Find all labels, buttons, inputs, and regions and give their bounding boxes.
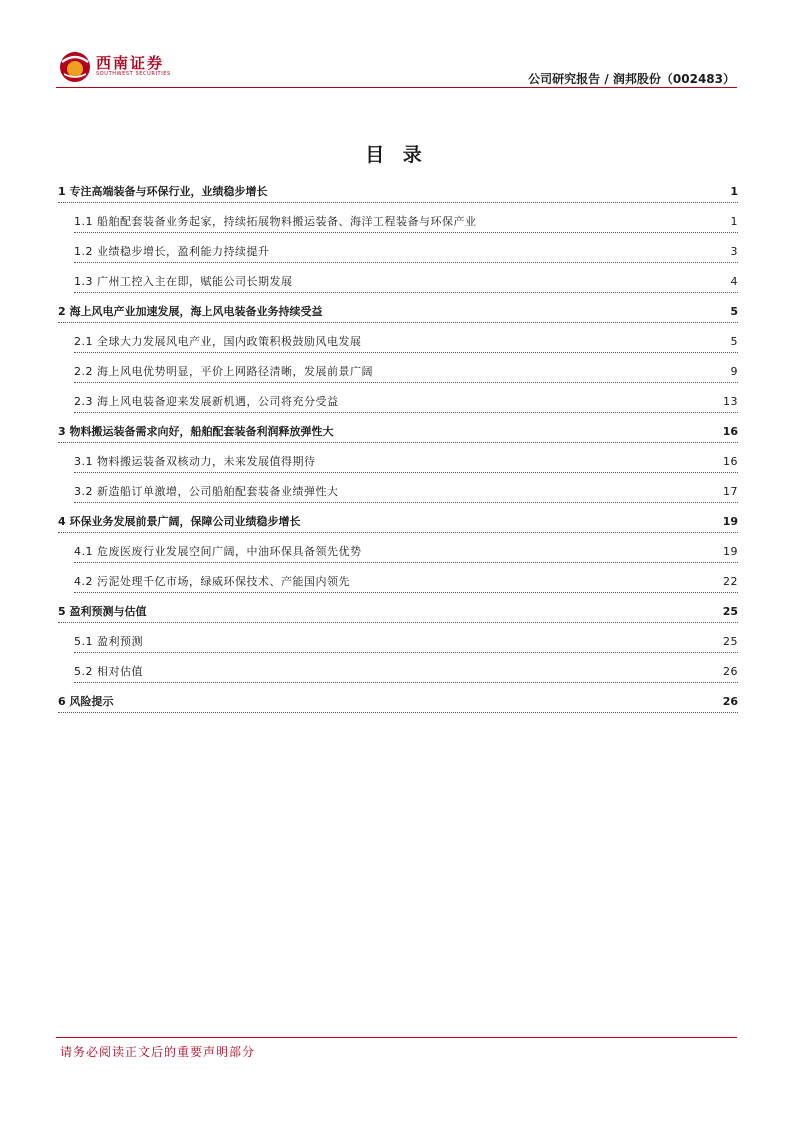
toc-entry-page: 19 xyxy=(721,542,738,562)
toc-section-entry[interactable] xyxy=(58,422,738,443)
report-label: 公司研究报告 / 润邦股份（002483） xyxy=(528,72,735,86)
toc-subsection-entry[interactable] xyxy=(74,662,738,683)
toc-entry-title: 3.2 新造船订单激增，公司船舶配套装备业绩弹性大 xyxy=(74,485,339,498)
toc-entry-title: 3.1 物料搬运装备双核动力，未来发展值得期待 xyxy=(74,455,316,468)
toc-entry-page: 3 xyxy=(729,242,739,262)
toc-entry-title: 1.2 业绩稳步增长，盈利能力持续提升 xyxy=(74,245,270,258)
toc-entry-title: 3 物料搬运装备需求向好，船舶配套装备利润释放弹性大 xyxy=(58,425,334,438)
toc-entry-page: 26 xyxy=(721,662,738,682)
toc-entry-page: 5 xyxy=(728,302,738,322)
toc-entry-title: 5.2 相对估值 xyxy=(74,665,143,678)
toc-entry-title: 4.1 危废医废行业发展空间广阔，中油环保具备领先优势 xyxy=(74,545,362,558)
toc-entry-title: 2.2 海上风电优势明显，平价上网路径清晰，发展前景广阔 xyxy=(74,365,373,378)
toc-entry-page: 26 xyxy=(721,692,738,712)
toc-entry-title: 1.3 广州工控入主在即，赋能公司长期发展 xyxy=(74,275,293,288)
logo-english-name: SOUTHWEST SECURITIES xyxy=(96,71,171,77)
toc-entry-page: 25 xyxy=(721,602,738,622)
toc-entry-page: 1 xyxy=(729,212,739,232)
toc-section-entry[interactable] xyxy=(58,302,738,323)
toc-entry-page: 13 xyxy=(721,392,738,412)
toc-subsection-entry[interactable] xyxy=(74,542,738,563)
toc-entry-page: 25 xyxy=(721,632,738,652)
toc-entry-page: 5 xyxy=(729,332,739,352)
toc-section-entry[interactable] xyxy=(58,512,738,533)
toc-subsection-entry[interactable] xyxy=(74,482,738,503)
toc-section-entry[interactable] xyxy=(58,182,738,203)
toc-entry-page: 17 xyxy=(721,482,738,502)
toc-entry-title: 5.1 盈利预测 xyxy=(74,635,143,648)
logo-chinese-name: 西南证券 xyxy=(96,54,165,72)
header-divider xyxy=(56,87,737,88)
toc-subsection-entry[interactable] xyxy=(74,572,738,593)
toc-entry-title: 2 海上风电产业加速发展，海上风电装备业务持续受益 xyxy=(58,305,323,318)
toc-entry-title: 1 专注高端装备与环保行业，业绩稳步增长 xyxy=(58,185,268,198)
toc-entry-title: 4 环保业务发展前景广阔，保障公司业绩稳步增长 xyxy=(58,515,301,528)
toc-section-entry[interactable] xyxy=(58,602,738,623)
toc-subsection-entry[interactable] xyxy=(74,632,738,653)
toc-subsection-entry[interactable] xyxy=(74,362,738,383)
toc-subsection-entry[interactable] xyxy=(74,392,738,413)
toc-section-entry[interactable] xyxy=(58,692,738,713)
toc-entry-page: 19 xyxy=(721,512,738,532)
toc-entry-title: 6 风险提示 xyxy=(58,695,114,708)
toc-entry-page: 16 xyxy=(721,452,738,472)
footer-divider xyxy=(56,1037,737,1038)
toc-subsection-entry[interactable] xyxy=(74,332,738,353)
page-title: 目 录 xyxy=(365,144,428,166)
toc-subsection-entry[interactable] xyxy=(74,272,738,293)
toc-entry-title: 5 盈利预测与估值 xyxy=(58,605,147,618)
toc-subsection-entry[interactable] xyxy=(74,452,738,473)
toc-entry-page: 1 xyxy=(728,182,738,202)
toc-subsection-entry[interactable] xyxy=(74,242,738,263)
toc-entry-page: 22 xyxy=(721,572,738,592)
toc-subsection-entry[interactable] xyxy=(74,212,738,233)
toc-entry-title: 1.1 船舶配套装备业务起家，持续拓展物料搬运装备、海洋工程装备与环保产业 xyxy=(74,215,477,228)
toc-entry-page: 4 xyxy=(729,272,739,292)
toc-entry-page: 9 xyxy=(729,362,739,382)
table-of-contents xyxy=(58,182,738,722)
toc-entry-title: 2.1 全球大力发展风电产业，国内政策积极鼓励风电发展 xyxy=(74,335,362,348)
toc-entry-title: 2.3 海上风电装备迎来发展新机遇，公司将充分受益 xyxy=(74,395,339,408)
toc-entry-title: 4.2 污泥处理千亿市场，绿威环保技术、产能国内领先 xyxy=(74,575,350,588)
footer-disclaimer: 请务必阅读正文后的重要声明部分 xyxy=(60,1045,256,1059)
company-logo xyxy=(58,50,171,84)
logo-emblem-icon xyxy=(58,50,92,84)
toc-entry-page: 16 xyxy=(721,422,738,442)
